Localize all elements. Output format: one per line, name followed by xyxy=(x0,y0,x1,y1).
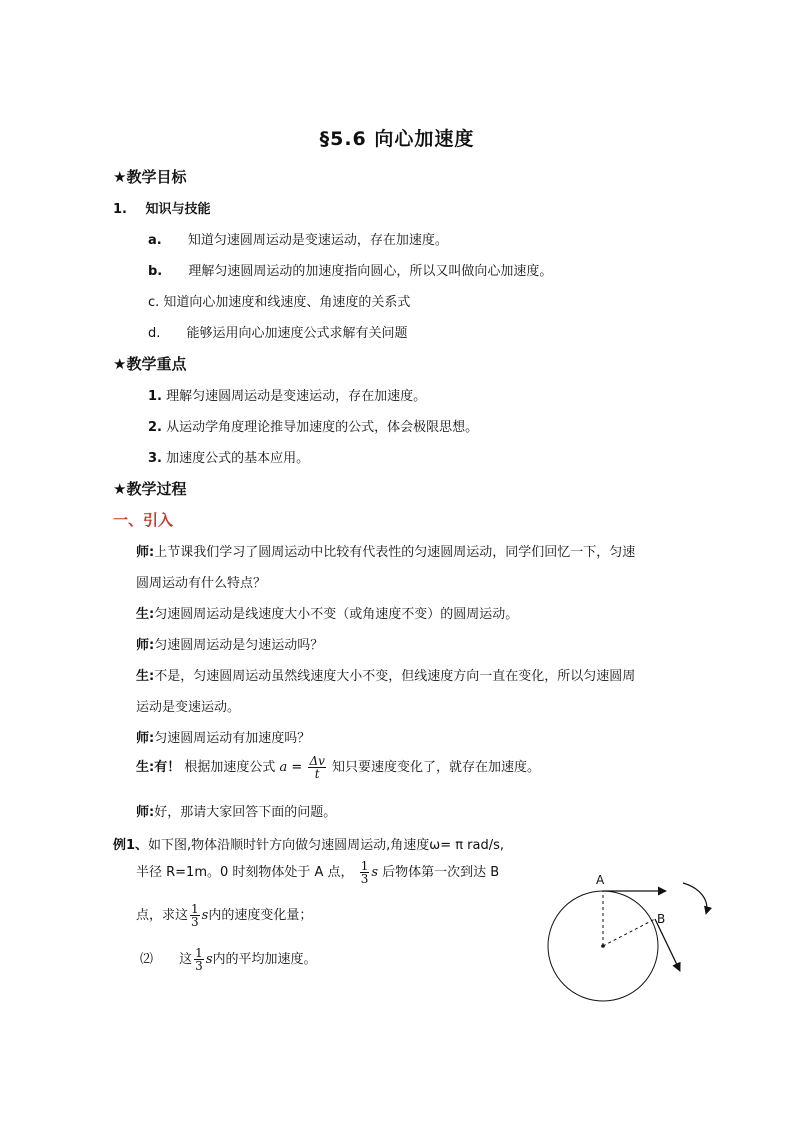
goal-text: 知道向心加速度和线速度、角速度的关系式 xyxy=(163,295,411,310)
question-number: ⑵ xyxy=(140,952,154,967)
speaker-label: 生: xyxy=(136,760,155,775)
section-goals-heading: ★教学目标 xyxy=(113,168,187,186)
speaker-label: 生: xyxy=(136,669,155,684)
circular-motion-diagram xyxy=(540,862,720,1008)
dialogue-line xyxy=(136,603,518,622)
dialogue-line xyxy=(136,755,540,780)
clockwise-arrow-icon xyxy=(683,883,707,914)
goal-marker: c. xyxy=(148,295,160,310)
point-b-label: B xyxy=(657,912,666,926)
time-fraction xyxy=(190,903,200,928)
page-title: §5.6 向心加速度 xyxy=(319,128,475,150)
formula-symbol-a: a xyxy=(279,760,288,775)
goal-item xyxy=(148,322,408,341)
example-text: 后物体第一次到达 B xyxy=(382,865,500,880)
example-text: 这 xyxy=(179,952,193,967)
speaker-label: 生: xyxy=(136,607,155,622)
dialogue-line xyxy=(136,634,323,653)
dialogue-line xyxy=(136,665,635,684)
example-line xyxy=(136,860,499,885)
keypoint-marker: 3. xyxy=(148,451,162,466)
section-process-heading: ★教学过程 xyxy=(113,480,187,498)
formula-fraction xyxy=(308,755,325,780)
velocity-vector-b xyxy=(655,919,680,971)
section-keypoints-heading: ★教学重点 xyxy=(113,355,187,373)
example-line xyxy=(136,903,312,928)
dialogue-line xyxy=(136,727,310,746)
goals-subheading xyxy=(113,198,211,217)
goal-text: 理解匀速圆周运动的加速度指向圆心，所以又叫做向心加速度。 xyxy=(188,264,553,279)
keypoint-marker: 2. xyxy=(148,420,162,435)
fraction-unit: s xyxy=(201,908,209,923)
example-line xyxy=(113,834,504,853)
keypoint-text: 理解匀速圆周运动是变速运动，存在加速度。 xyxy=(166,389,427,404)
intro-heading: 一、引入 xyxy=(113,511,174,529)
dialogue-text-cont: 圆周运动有什么特点？ xyxy=(136,576,267,591)
example-line xyxy=(140,947,317,972)
goal-marker: a. xyxy=(148,233,162,248)
dialogue-text: 匀速圆周运动有加速度吗？ xyxy=(154,731,311,746)
keypoint-item xyxy=(148,385,426,404)
fraction-numerator: 1 xyxy=(360,859,369,873)
example-text: 半径 R=1m。0 时刻物体处于 A 点， xyxy=(136,865,354,880)
dialogue-text-cont: 运动是变速运动。 xyxy=(136,700,241,715)
fraction-unit: s xyxy=(205,952,213,967)
dialogue-text: 根据加速度公式 xyxy=(184,760,276,775)
speaker-label: 师: xyxy=(136,638,155,653)
speaker-label: 师: xyxy=(136,545,155,560)
goal-item xyxy=(148,291,410,310)
fraction-numerator: 1 xyxy=(191,902,199,916)
acceleration-formula xyxy=(279,754,328,781)
circle-center xyxy=(601,944,605,948)
goals-sub-label: 知识与技能 xyxy=(145,202,211,217)
speaker-label: 师: xyxy=(136,731,155,746)
example-text: 内的速度变化量； xyxy=(208,908,313,923)
example-text: 内的平均加速度。 xyxy=(212,952,317,967)
example-text: 如下图,物体沿顺时针方向做匀速圆周运动,角速度ω= π rad/s, xyxy=(148,838,505,853)
goal-item xyxy=(148,229,448,248)
radius-to-b xyxy=(603,919,655,946)
dialogue-text: 匀速圆周运动是线速度大小不变（或角速度不变）的圆周运动。 xyxy=(154,607,519,622)
point-a-label: A xyxy=(596,873,605,887)
dialogue-emphasis: 有！ xyxy=(154,760,181,775)
formula-equals: = xyxy=(287,760,307,775)
goal-marker: b. xyxy=(148,264,163,279)
goal-text: 知道匀速圆周运动是变速运动，存在加速度。 xyxy=(187,233,448,248)
fraction-denominator: 3 xyxy=(191,915,199,929)
fraction-denominator: 3 xyxy=(195,959,203,973)
fraction-unit: s xyxy=(371,865,379,880)
goal-item xyxy=(148,260,552,279)
keypoint-item xyxy=(148,416,478,435)
time-fraction xyxy=(360,860,370,885)
keypoint-item xyxy=(148,447,309,466)
formula-denominator: t xyxy=(308,767,325,780)
goal-text: 能够运用向心加速度公式求解有关问题 xyxy=(186,326,408,341)
keypoint-text: 从运动学角度理论推导加速度的公式，体会极限思想。 xyxy=(166,420,479,435)
goals-sub-number: 1. xyxy=(113,202,127,217)
dialogue-text: 不是，匀速圆周运动虽然线速度大小不变，但线速度方向一直在变化，所以匀速圆周 xyxy=(154,669,636,684)
dialogue-text: 知只要速度变化了，就存在加速度。 xyxy=(332,760,541,775)
time-fraction xyxy=(194,947,204,972)
formula-numerator: Δv xyxy=(309,754,325,768)
dialogue-line xyxy=(136,541,635,560)
keypoint-text: 加速度公式的基本应用。 xyxy=(166,451,310,466)
dialogue-text: 上节课我们学习了圆周运动中比较有代表性的匀速圆周运动，同学们回忆一下，匀速 xyxy=(154,545,636,560)
dialogue-text: 好，那请大家回答下面的问题。 xyxy=(154,805,337,820)
dialogue-text: 匀速圆周运动是匀速运动吗？ xyxy=(154,638,324,653)
goal-marker: d. xyxy=(148,326,161,341)
example-text: 点，求这 xyxy=(136,908,189,923)
fraction-numerator: 1 xyxy=(195,946,203,960)
fraction-denominator: 3 xyxy=(360,872,369,886)
speaker-label: 师: xyxy=(136,805,155,820)
dialogue-line xyxy=(136,801,336,820)
example-label: 例1、 xyxy=(113,838,149,853)
keypoint-marker: 1. xyxy=(148,389,162,404)
